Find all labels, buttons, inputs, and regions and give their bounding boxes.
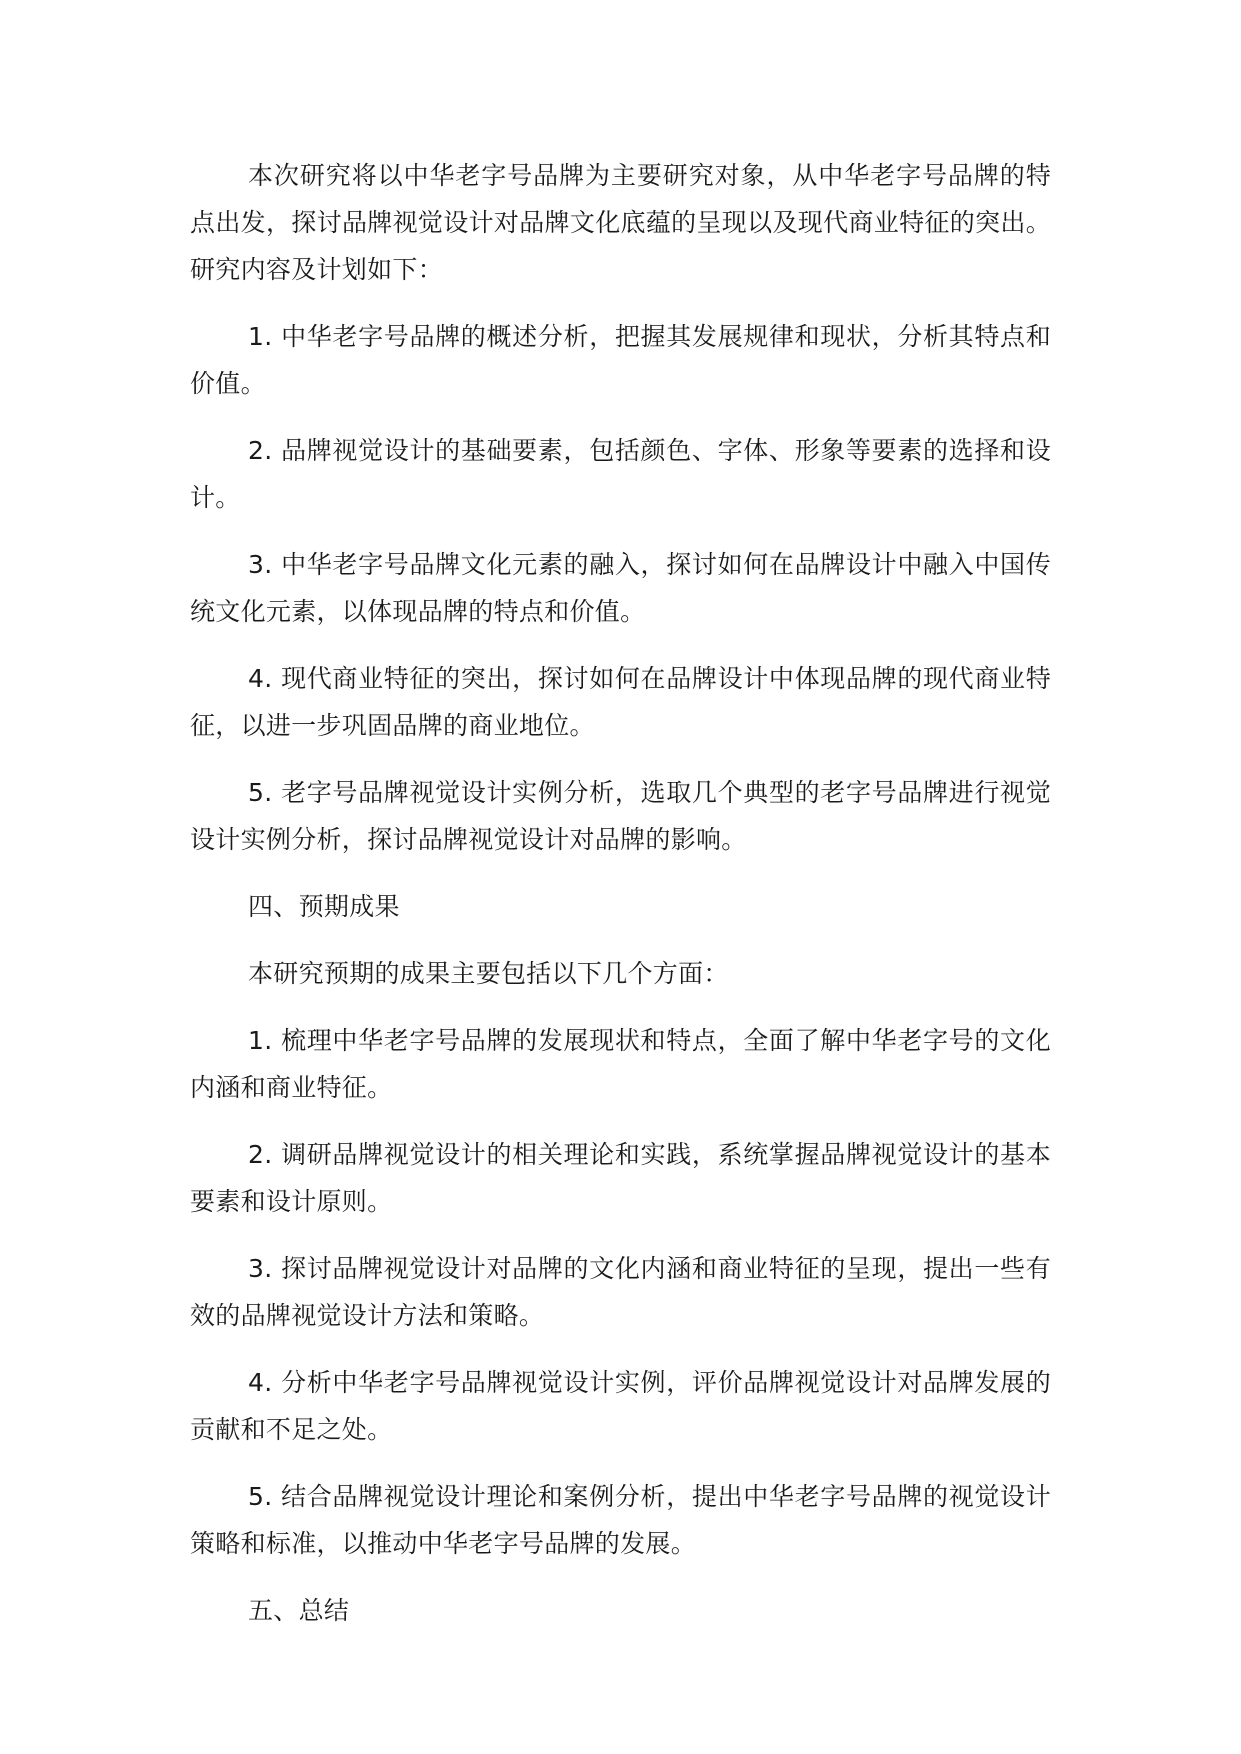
paragraph-result-item-1: 1. 梳理中华老字号品牌的发展现状和特点，全面了解中华老字号的文化内涵和商业特征。 [190, 1026, 1051, 1102]
paragraph-result-item-2: 2. 调研品牌视觉设计的相关理论和实践，系统掌握品牌视觉设计的基本要素和设计原则。 [190, 1140, 1051, 1216]
paragraph-result-item-5: 5. 结合品牌视觉设计理论和案例分析，提出中华老字号品牌的视觉设计策略和标准，以推动中华老字号品牌的发展。 [190, 1482, 1051, 1558]
paragraph-results-intro: 本研究预期的成果主要包括以下几个方面： [248, 959, 729, 988]
section-heading-expected-results: 四、预期成果 [248, 892, 400, 921]
paragraph-plan-item-5: 5. 老字号品牌视觉设计实例分析，选取几个典型的老字号品牌进行视觉设计实例分析，探讨品牌视觉设计对品牌的影响。 [190, 778, 1051, 854]
paragraph-plan-item-3: 3. 中华老字号品牌文化元素的融入，探讨如何在品牌设计中融入中国传统文化元素，以体现品牌的特点和价值。 [190, 550, 1051, 626]
paragraph-plan-item-4: 4. 现代商业特征的突出，探讨如何在品牌设计中体现品牌的现代商业特征，以进一步巩固品牌的商业地位。 [190, 664, 1051, 740]
paragraph-plan-item-2: 2. 品牌视觉设计的基础要素，包括颜色、字体、形象等要素的选择和设计。 [190, 436, 1051, 512]
paragraph-intro: 本次研究将以中华老字号品牌为主要研究对象，从中华老字号品牌的特点出发，探讨品牌视觉设计对品牌文化底蕴的呈现以及现代商业特征的突出。研究内容及计划如下： [190, 161, 1051, 284]
paragraph-result-item-4: 4. 分析中华老字号品牌视觉设计实例，评价品牌视觉设计对品牌发展的贡献和不足之处。 [190, 1368, 1051, 1444]
section-heading-summary: 五、总结 [248, 1596, 350, 1625]
paragraph-result-item-3: 3. 探讨品牌视觉设计对品牌的文化内涵和商业特征的呈现，提出一些有效的品牌视觉设计方法和策略。 [190, 1254, 1051, 1330]
paragraph-plan-item-1: 1. 中华老字号品牌的概述分析，把握其发展规律和现状，分析其特点和价值。 [190, 322, 1051, 398]
